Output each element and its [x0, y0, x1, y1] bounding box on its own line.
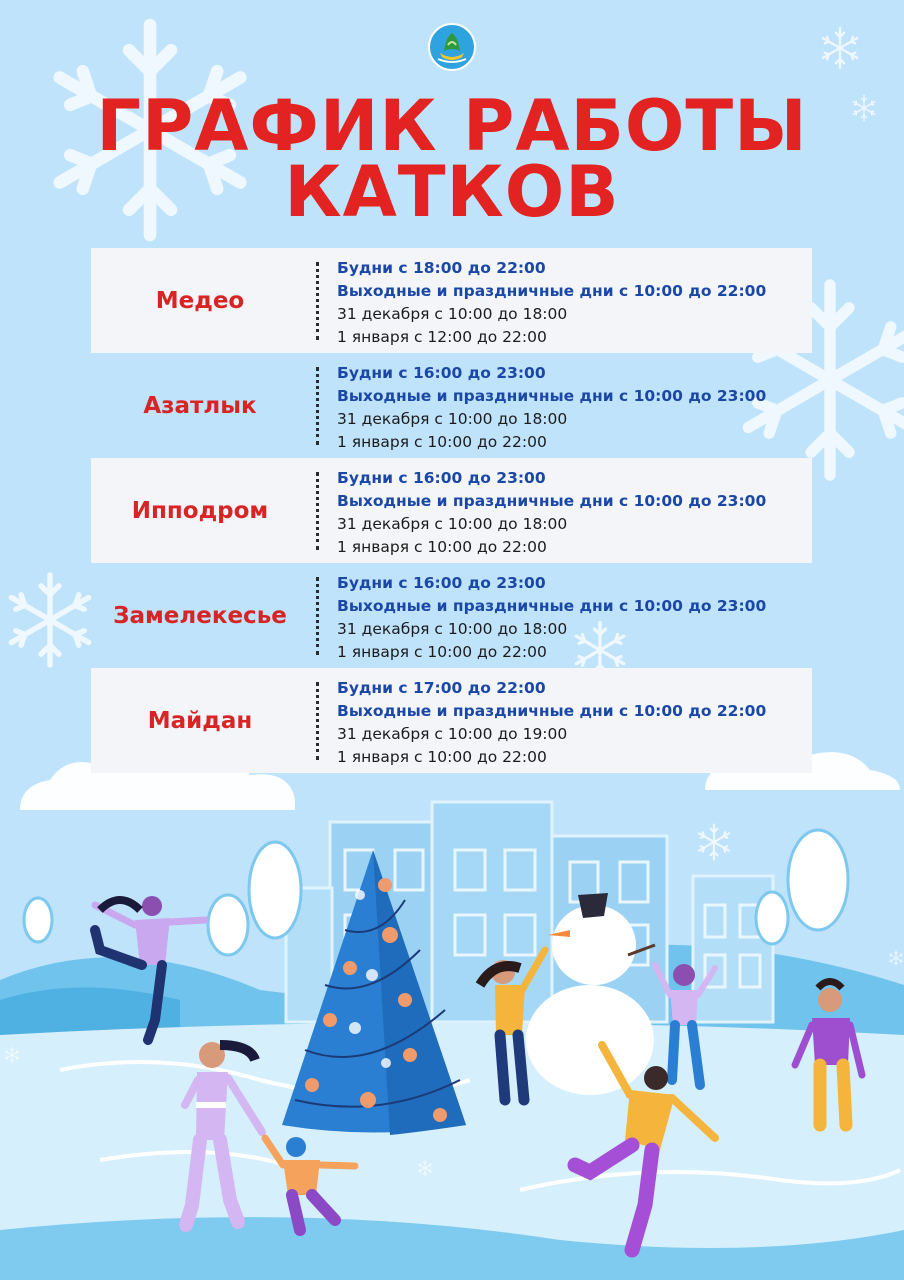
- schedule-row-zamelekesye: [91, 563, 812, 668]
- dec31-hours: 31 декабря с 10:00 до 18:00: [337, 305, 568, 323]
- schedule-row-maidan: [91, 668, 812, 773]
- snowflake-icon: [699, 825, 729, 860]
- weekend-hours: Выходные и праздничные дни с 10:00 до 23:00: [337, 597, 767, 615]
- weekday-hours: Будни с 16:00 до 23:00: [337, 364, 546, 382]
- weekday-hours: Будни с 17:00 до 22:00: [337, 679, 546, 697]
- schedule-table: [91, 248, 812, 773]
- weekend-hours: Выходные и праздничные дни с 10:00 до 22:00: [337, 702, 767, 720]
- weekday-hours: Будни с 16:00 до 23:00: [337, 574, 546, 592]
- page-title-line-1: ГРАФИК РАБОТЫ: [96, 85, 808, 167]
- schedule-row-azatlyk: [91, 353, 812, 458]
- dec31-hours: 31 декабря с 10:00 до 18:00: [337, 410, 568, 428]
- city-emblem-icon: [428, 23, 476, 71]
- rink-name: Замелекесье: [113, 602, 287, 629]
- weekday-hours: Будни с 18:00 до 22:00: [337, 259, 546, 277]
- weekday-hours: Будни с 16:00 до 23:00: [337, 469, 546, 487]
- rink-name: Ипподром: [131, 497, 269, 524]
- rink-name: Майдан: [147, 707, 253, 734]
- snowflake-icon: [823, 28, 857, 68]
- row-divider: [316, 472, 319, 550]
- snowflake-icon: [890, 951, 903, 966]
- rink-hours: [337, 572, 807, 664]
- row-divider: [316, 262, 319, 340]
- dec31-hours: 31 декабря с 10:00 до 18:00: [337, 620, 568, 638]
- jan1-hours: 1 января с 10:00 до 22:00: [337, 748, 547, 766]
- jan1-hours: 1 января с 10:00 до 22:00: [337, 433, 547, 451]
- weekend-hours: Выходные и праздничные дни с 10:00 до 23:00: [337, 492, 767, 510]
- jan1-hours: 1 января с 12:00 до 22:00: [337, 328, 547, 346]
- jan1-hours: 1 января с 10:00 до 22:00: [337, 538, 547, 556]
- jan1-hours: 1 января с 10:00 до 22:00: [337, 643, 547, 661]
- rink-hours: [337, 467, 807, 559]
- row-divider: [316, 367, 319, 445]
- row-divider: [316, 577, 319, 655]
- rink-name: Азатлык: [143, 392, 257, 419]
- schedule-row-ippodrom: [91, 458, 812, 563]
- rink-hours: [337, 257, 807, 349]
- row-divider: [316, 682, 319, 760]
- weekend-hours: Выходные и праздничные дни с 10:00 до 23:00: [337, 387, 767, 405]
- snowflake-icon: [11, 575, 88, 665]
- rink-name: Медео: [155, 287, 245, 314]
- dec31-hours: 31 декабря с 10:00 до 19:00: [337, 725, 568, 743]
- page-title-line-2: КАТКОВ: [284, 151, 620, 233]
- rink-hours: [337, 362, 807, 454]
- rink-hours: [337, 677, 807, 769]
- schedule-row-medeo: [91, 248, 812, 353]
- dec31-hours: 31 декабря с 10:00 до 18:00: [337, 515, 568, 533]
- weekend-hours: Выходные и праздничные дни с 10:00 до 22:00: [337, 282, 767, 300]
